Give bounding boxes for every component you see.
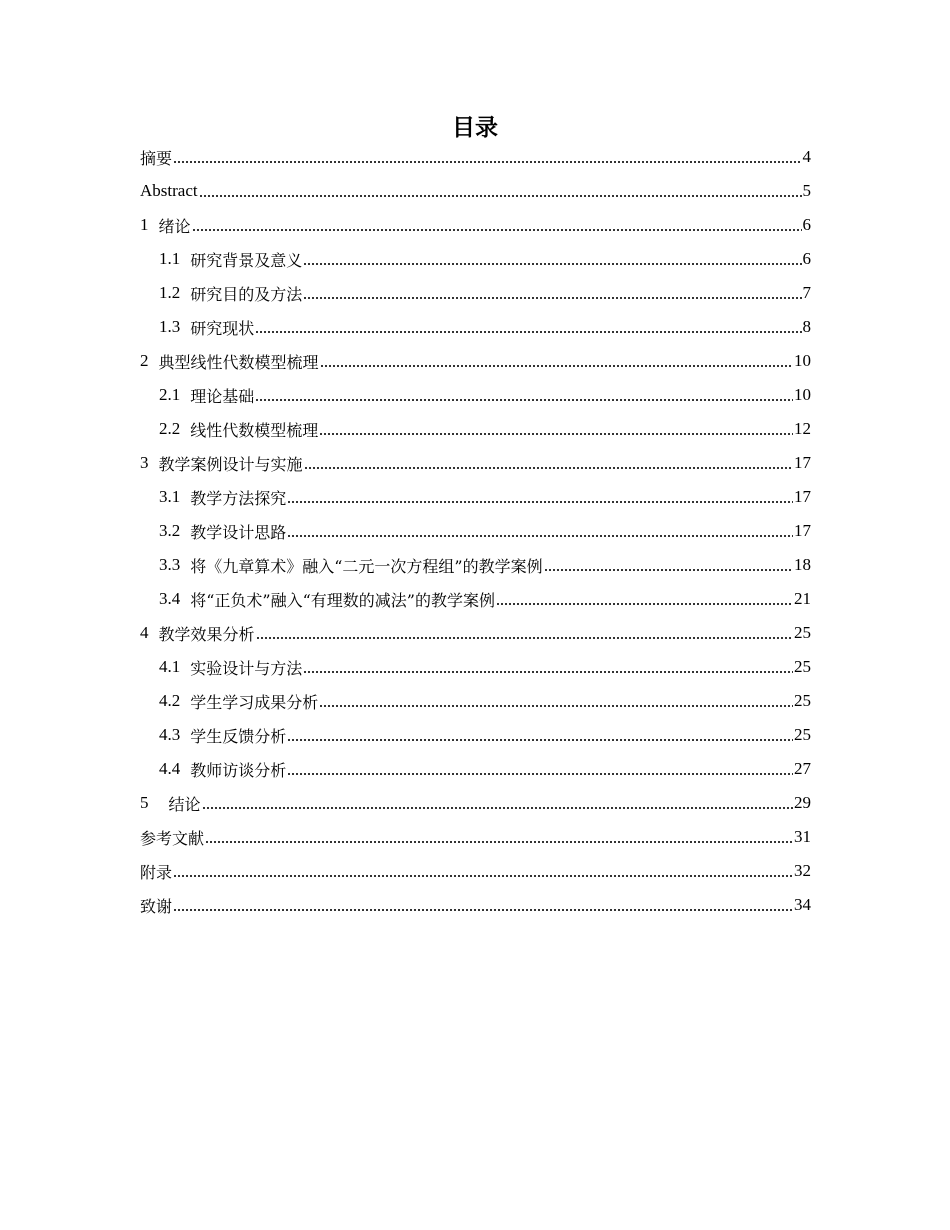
toc-entry-number: 1.1 bbox=[159, 249, 181, 268]
toc-entry-page: 5 bbox=[802, 181, 811, 200]
dot-leader bbox=[173, 875, 793, 877]
toc-entry-page: 25 bbox=[794, 657, 811, 676]
toc-entry-abstract-zh[interactable] bbox=[140, 140, 811, 174]
dot-leader bbox=[287, 501, 793, 503]
toc-entry-page: 17 bbox=[794, 487, 811, 506]
toc-entry-section-3-3[interactable] bbox=[140, 548, 811, 582]
toc-entry-number: 1 bbox=[140, 215, 149, 234]
toc-entry-appendix[interactable] bbox=[140, 854, 811, 888]
toc-entry-page: 25 bbox=[794, 691, 811, 710]
toc-entry-chapter-1[interactable] bbox=[140, 208, 811, 242]
dot-leader bbox=[255, 399, 793, 401]
toc-entry-page: 17 bbox=[794, 521, 811, 540]
toc-entry-label: 学生学习成果分析 bbox=[190, 692, 319, 712]
toc-entry-number: 3 bbox=[140, 453, 149, 472]
toc-entry-number: 2.2 bbox=[159, 419, 181, 438]
toc-entry-number: 4 bbox=[140, 623, 149, 642]
toc-entry-abstract-en[interactable] bbox=[140, 174, 811, 208]
toc-entry-acknowledgements[interactable] bbox=[140, 888, 811, 922]
toc-entry-page: 4 bbox=[802, 147, 811, 166]
toc-entry-number: 4.4 bbox=[159, 759, 181, 778]
toc-entry-page: 21 bbox=[794, 589, 811, 608]
toc-entry-number: 5 bbox=[140, 793, 149, 812]
toc-entry-label: 将《九章算术》融入“二元一次方程组”的教学案例 bbox=[190, 556, 543, 576]
toc-entry-page: 18 bbox=[794, 555, 811, 574]
toc-entry-references[interactable] bbox=[140, 820, 811, 854]
table-of-contents bbox=[140, 140, 811, 922]
toc-entry-label: 参考文献 bbox=[140, 828, 205, 848]
toc-entry-page: 31 bbox=[794, 827, 811, 846]
toc-entry-section-3-1[interactable] bbox=[140, 480, 811, 514]
dot-leader bbox=[303, 297, 801, 299]
dot-leader bbox=[255, 331, 801, 333]
dot-leader bbox=[319, 705, 793, 707]
toc-entry-label: 结论 bbox=[168, 794, 201, 814]
toc-entry-label: 研究背景及意义 bbox=[190, 250, 303, 270]
toc-entry-number: 4.1 bbox=[159, 657, 181, 676]
toc-entry-number: 1.2 bbox=[159, 283, 181, 302]
toc-entry-label: 绪论 bbox=[158, 216, 191, 236]
dot-leader bbox=[256, 637, 793, 639]
toc-entry-section-1-1[interactable] bbox=[140, 242, 811, 276]
toc-entry-section-3-4[interactable] bbox=[140, 582, 811, 616]
toc-entry-chapter-5[interactable] bbox=[140, 786, 811, 820]
dot-leader bbox=[320, 365, 793, 367]
toc-entry-section-1-3[interactable] bbox=[140, 310, 811, 344]
toc-entry-label: 典型线性代数模型梳理 bbox=[158, 352, 319, 372]
toc-entry-label: 实验设计与方法 bbox=[190, 658, 303, 678]
toc-entry-number: 4.3 bbox=[159, 725, 181, 744]
toc-entry-label: 理论基础 bbox=[190, 386, 255, 406]
dot-leader bbox=[303, 671, 793, 673]
toc-entry-page: 29 bbox=[794, 793, 811, 812]
dot-leader bbox=[287, 739, 793, 741]
toc-entry-chapter-3[interactable] bbox=[140, 446, 811, 480]
toc-entry-label: Abstract bbox=[140, 181, 198, 200]
toc-entry-number: 2 bbox=[140, 351, 149, 370]
toc-entry-number: 4.2 bbox=[159, 691, 181, 710]
toc-entry-section-3-2[interactable] bbox=[140, 514, 811, 548]
dot-leader bbox=[319, 433, 793, 435]
toc-entry-label: 教学效果分析 bbox=[158, 624, 255, 644]
dot-leader bbox=[205, 841, 793, 843]
toc-entry-label: 研究目的及方法 bbox=[190, 284, 303, 304]
toc-entry-label: 学生反馈分析 bbox=[190, 726, 287, 746]
toc-entry-section-1-2[interactable] bbox=[140, 276, 811, 310]
toc-entry-number: 3.2 bbox=[159, 521, 181, 540]
toc-entry-page: 12 bbox=[794, 419, 811, 438]
toc-entry-page: 6 bbox=[802, 215, 811, 234]
toc-entry-label: 附录 bbox=[140, 862, 173, 882]
toc-entry-page: 8 bbox=[802, 317, 811, 336]
toc-entry-section-2-2[interactable] bbox=[140, 412, 811, 446]
dot-leader bbox=[192, 229, 802, 231]
dot-leader bbox=[173, 161, 801, 163]
toc-entry-number: 3.3 bbox=[159, 555, 181, 574]
toc-entry-label: 教师访谈分析 bbox=[190, 760, 287, 780]
toc-entry-page: 25 bbox=[794, 725, 811, 744]
toc-entry-label: 教学案例设计与实施 bbox=[158, 454, 303, 474]
toc-entry-page: 32 bbox=[794, 861, 811, 880]
toc-entry-page: 34 bbox=[794, 895, 811, 914]
toc-entry-number: 3.4 bbox=[159, 589, 181, 608]
toc-entry-page: 10 bbox=[794, 351, 811, 370]
toc-entry-page: 25 bbox=[794, 623, 811, 642]
toc-entry-page: 7 bbox=[802, 283, 811, 302]
page-title: 目录 bbox=[452, 115, 498, 141]
dot-leader bbox=[303, 263, 801, 265]
toc-entry-label: 教学设计思路 bbox=[190, 522, 287, 542]
toc-entry-label: 线性代数模型梳理 bbox=[190, 420, 319, 440]
dot-leader bbox=[202, 807, 793, 809]
toc-entry-page: 27 bbox=[794, 759, 811, 778]
toc-entry-page: 6 bbox=[802, 249, 811, 268]
dot-leader bbox=[287, 535, 793, 537]
dot-leader bbox=[544, 569, 793, 571]
toc-entry-label: 教学方法探究 bbox=[190, 488, 287, 508]
dot-leader bbox=[173, 909, 793, 911]
dot-leader bbox=[199, 195, 802, 197]
toc-entry-number: 2.1 bbox=[159, 385, 181, 404]
toc-entry-section-4-2[interactable] bbox=[140, 684, 811, 718]
toc-entry-label: 将“正负术”融入“有理数的减法”的教学案例 bbox=[190, 590, 495, 610]
toc-entry-label: 研究现状 bbox=[190, 318, 255, 338]
toc-entry-number: 1.3 bbox=[159, 317, 181, 336]
toc-entry-page: 17 bbox=[794, 453, 811, 472]
toc-entry-number: 3.1 bbox=[159, 487, 181, 506]
toc-entry-section-4-4[interactable] bbox=[140, 752, 811, 786]
dot-leader bbox=[496, 603, 793, 605]
dot-leader bbox=[287, 773, 793, 775]
toc-entry-page: 10 bbox=[794, 385, 811, 404]
dot-leader bbox=[304, 467, 793, 469]
toc-entry-label: 摘要 bbox=[140, 148, 173, 168]
toc-entry-section-4-1[interactable] bbox=[140, 650, 811, 684]
toc-entry-chapter-4[interactable] bbox=[140, 616, 811, 650]
toc-entry-section-2-1[interactable] bbox=[140, 378, 811, 412]
toc-entry-chapter-2[interactable] bbox=[140, 344, 811, 378]
toc-entry-label: 致谢 bbox=[140, 896, 173, 916]
toc-entry-section-4-3[interactable] bbox=[140, 718, 811, 752]
